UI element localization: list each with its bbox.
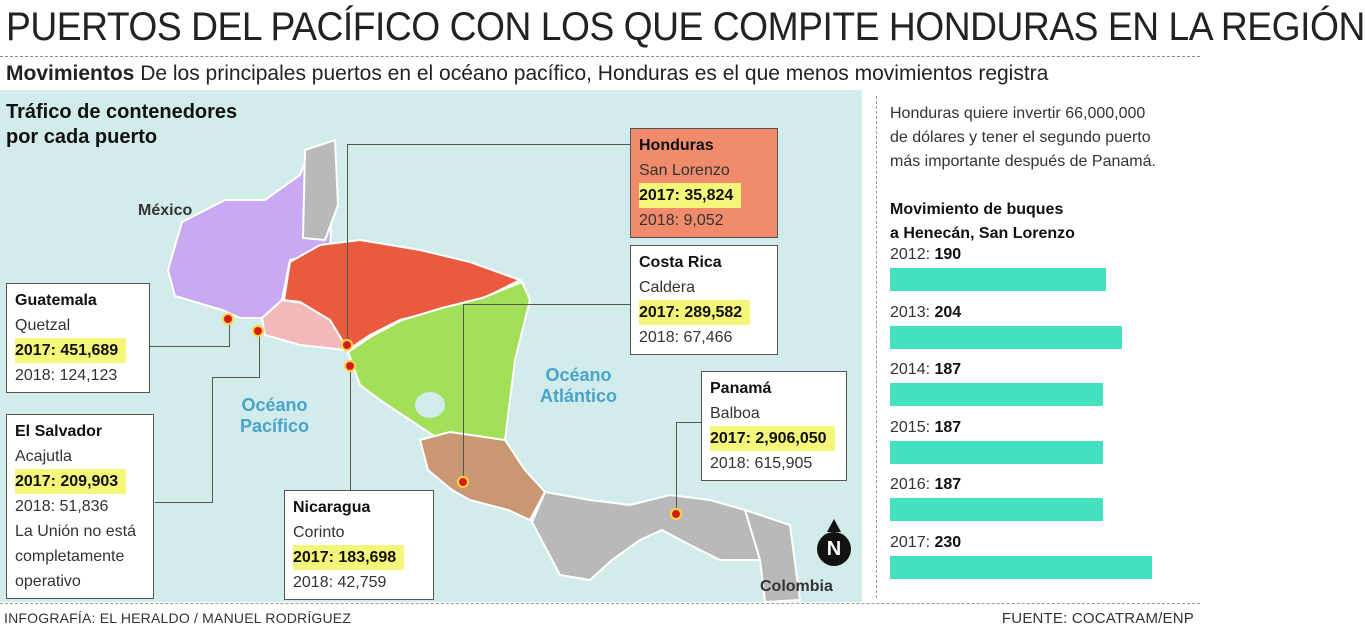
bar [890,441,1103,464]
chart-title-line2: a Henecán, San Lorenzo [890,225,1075,242]
port-box-panama [701,371,847,481]
bar [890,498,1103,521]
leader-guatemala-h [148,346,230,347]
port-dot-caldera [457,476,469,488]
port-2018-value: 2018: 67,466 [639,329,733,346]
port-dot-quetzal [222,313,234,325]
chart-title-line1: Movimiento de buques [890,201,1064,218]
investment-note-line1: Honduras quiere invertir 66,000,000 [890,105,1146,122]
bar-value: 187 [934,361,962,378]
label-atlantic-line1: Océano [545,365,612,385]
port-2018-value: 2018: 51,836 [15,498,109,515]
map-region-belize [303,140,338,240]
subtitle-text: De los principales puertos en el océano pacífico, Honduras es el que menos movimientos registra [140,62,1049,85]
compass-north-icon: N [817,532,851,566]
bar-category: 2015: [890,418,935,436]
leader-elsalvador-h [155,502,212,503]
investment-note-line3: más importante después de Panamá. [890,153,1156,170]
traffic-title-line1: Tráfico de contenedores [6,101,238,123]
leader-costarica-v [463,304,464,482]
label-mexico: México [138,202,193,219]
bar-category: 2013: [890,303,935,321]
port-2017-value: 2017: 2,906,050 [710,426,835,451]
footer-source: FUENTE: COCATRAM/ENP [1001,610,1194,627]
port-2018-value: 2018: 42,759 [293,574,387,591]
port-name: Balboa [710,405,760,422]
bar-label [890,476,961,494]
port-box-costa-rica [630,245,778,355]
traffic-title-line2: por cada puerto [6,126,158,148]
port-2018-value: 2018: 124,123 [15,367,118,384]
port-country: Honduras [639,137,714,154]
port-country: Nicaragua [293,499,371,516]
map-region-panama [532,492,765,580]
leader-honduras-h [348,144,630,145]
port-2017-value: 2017: 289,582 [639,300,750,325]
port-box-honduras [630,128,778,238]
leader-nicaragua-v [350,372,351,490]
label-colombia: Colombia [760,578,833,595]
investment-note-line2: de dólares y tener el segundo puerto [890,129,1151,146]
leader-elsalvador-h2 [212,377,260,378]
bar-value: 230 [934,533,962,551]
footer-credit: INFOGRAFÍA: EL HERALDO / MANUEL RODRÍGUEZ [4,610,352,626]
port-note-line3: operativo [15,573,81,590]
port-dot-acajutla [252,325,264,337]
bar-label [890,246,961,264]
bar-value: 190 [934,246,962,263]
leader-guatemala-v [229,323,230,347]
bar-value: 187 [934,418,962,436]
bar-category: 2016: [890,476,935,493]
port-name: Quetzal [15,317,71,334]
bar-category: 2012: [890,246,935,263]
port-name: Corinto [293,524,345,541]
compass-arrow-icon [827,519,841,532]
chart-title [890,198,1195,246]
bar [890,326,1122,349]
port-country: El Salvador [15,423,103,440]
port-name: Caldera [639,279,696,296]
bar [890,383,1103,406]
port-dot-san-lorenzo [341,339,353,351]
port-note-line1: La Unión no está [15,523,136,540]
map-lake-nicaragua [415,392,445,418]
port-name: Acajutla [15,448,72,465]
port-box-el-salvador [6,414,154,599]
port-2017-value: 2017: 35,824 [639,183,741,208]
port-box-guatemala [6,283,150,393]
leader-honduras-v [347,144,348,344]
subtitle [6,62,1048,86]
port-box-nicaragua [284,490,434,600]
port-2018-value: 2018: 615,905 [710,455,813,472]
port-dot-balboa [670,508,682,520]
bar [890,556,1152,579]
port-country: Guatemala [15,292,97,309]
title-divider [0,56,1200,57]
bar-label [890,304,961,322]
bar [890,268,1106,291]
port-name: San Lorenzo [639,162,730,179]
footer-divider [0,603,1200,604]
port-2018-value: 2018: 9,052 [639,212,724,229]
leader-elsalvador-v [212,377,213,503]
port-2017-value: 2017: 451,689 [15,338,126,363]
investment-note [890,102,1195,174]
port-2017-value: 2017: 183,698 [293,545,404,570]
port-dot-corinto [344,360,356,372]
port-2017-value: 2017: 209,903 [15,469,126,494]
page-title: PUERTOS DEL PACÍFICO CON LOS QUE COMPITE HONDURAS EN LA REGIÓN [6,5,1365,49]
subtitle-bold: Movimientos [6,62,135,85]
bar-category: 2017: [890,533,935,551]
leader-panama-v [676,422,677,514]
bar-category: 2014: [890,361,935,378]
port-note-line2: completamente [15,548,125,565]
bar-label [890,534,961,552]
label-atlantic-ocean [540,365,617,407]
label-pacific-line2: Pacífico [240,416,310,436]
panel-divider [876,96,877,598]
label-atlantic-line2: Atlántico [540,386,618,406]
traffic-title [6,100,237,150]
bar-label [890,419,961,437]
port-country: Costa Rica [639,254,722,271]
bar-value: 187 [934,476,962,493]
leader-panama-h [676,422,702,423]
leader-elsalvador-v2 [259,333,260,378]
leader-costarica-h [464,304,630,305]
bar-value: 204 [934,303,962,321]
port-country: Panamá [710,380,772,397]
label-pacific-line1: Océano [241,395,308,415]
bar-label [890,361,961,379]
map-region-costa-rica [420,432,545,520]
label-pacific-ocean [240,395,309,437]
